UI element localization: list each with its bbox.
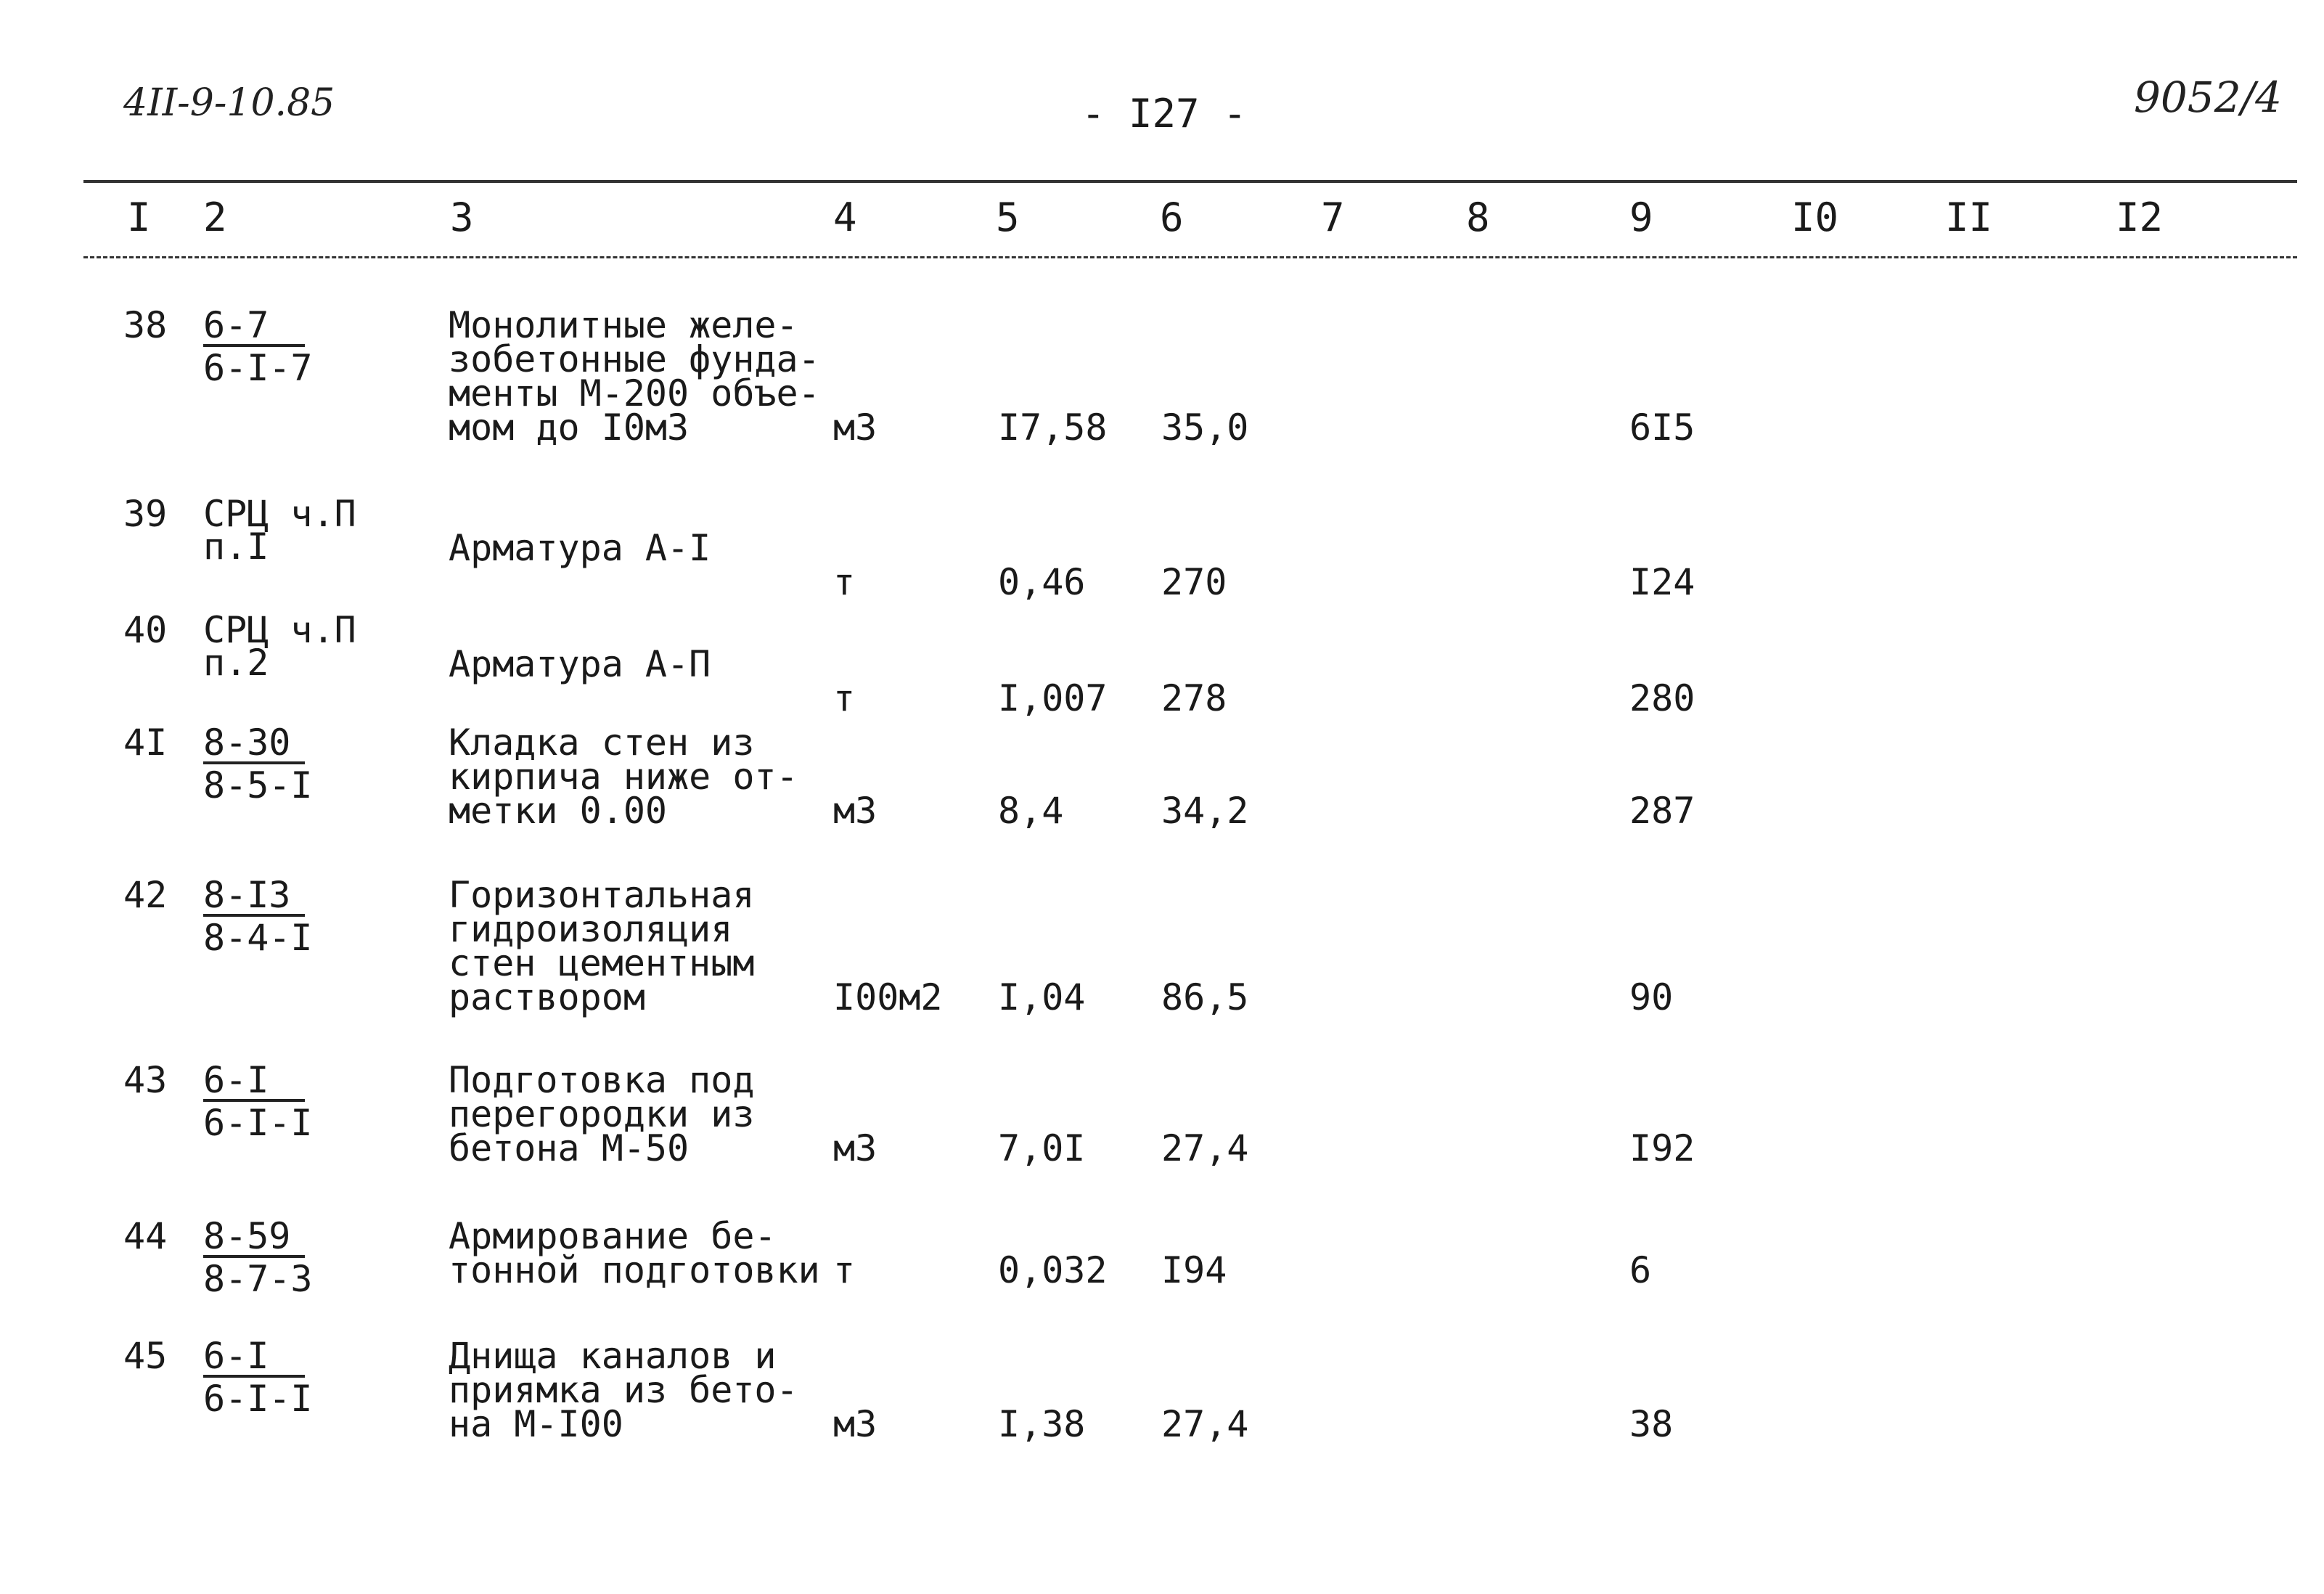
column-header: I (127, 195, 151, 240)
norm-code-top: 6-I (203, 1339, 305, 1378)
row-number: 40 (123, 609, 168, 651)
norm-code-top: 8-30 (203, 726, 305, 764)
norm-code-bottom: 8-5-I (203, 764, 313, 806)
norm-code-top: СРЦ ч.П (203, 493, 356, 535)
work-description: Кладка стен из кирпича ниже от- метки 0.00 (449, 722, 798, 832)
unit-price: I94 (1161, 1249, 1227, 1291)
unit: т (833, 561, 856, 603)
norm-code-bottom: 8-4-I (203, 917, 313, 959)
work-description: Монолитные желе- зобетонные фунда- менты М-200 объе- мом до I0м3 (449, 304, 820, 449)
document-code: 4II-9-10.85 (123, 81, 335, 125)
total-cost: I24 (1629, 561, 1695, 603)
unit: м3 (833, 790, 877, 832)
unit-price: 86,5 (1161, 976, 1249, 1018)
norm-code (203, 609, 356, 684)
work-description: Арматура А-П (449, 643, 711, 685)
norm-code-bottom: п.2 (203, 642, 269, 684)
unit: т (833, 677, 856, 719)
quantity: 0,46 (998, 561, 1086, 603)
unit-price: 35,0 (1161, 406, 1249, 449)
quantity: 7,0I (998, 1127, 1086, 1169)
norm-code-bottom: п.I (203, 526, 269, 568)
work-description: Арматура А-I (449, 527, 711, 569)
unit: т (833, 1249, 856, 1291)
work-description: Армирование бе- тонной подготовки (449, 1215, 820, 1291)
row-number: 45 (123, 1335, 168, 1377)
norm-code-bottom: 6-I-I (203, 1378, 313, 1420)
unit: м3 (833, 1127, 877, 1169)
sheet-code: 9052/4 (2134, 73, 2283, 122)
total-cost: 38 (1629, 1403, 1674, 1445)
quantity: I,04 (998, 976, 1086, 1018)
column-header: 3 (450, 195, 474, 240)
quantity: I7,58 (998, 406, 1108, 449)
work-description: Горизонтальная гидроизоляция стен цементным раствором (449, 874, 755, 1018)
norm-code-top: 6-I (203, 1063, 305, 1102)
row-number: 38 (123, 304, 168, 346)
header-rule-top (83, 180, 2297, 183)
column-header: 2 (203, 195, 227, 240)
quantity: 0,032 (998, 1249, 1108, 1291)
norm-code (203, 874, 313, 959)
column-header: II (1945, 195, 1993, 240)
quantity: I,38 (998, 1403, 1086, 1445)
norm-code (203, 493, 356, 568)
total-cost: 90 (1629, 976, 1674, 1018)
total-cost: 6I5 (1629, 406, 1695, 449)
norm-code-bottom: 6-I-7 (203, 347, 313, 389)
total-cost: 287 (1629, 790, 1695, 832)
column-header: 9 (1629, 195, 1653, 240)
unit-price: 27,4 (1161, 1127, 1249, 1169)
quantity: 8,4 (998, 790, 1064, 832)
norm-code-top: 8-59 (203, 1219, 305, 1258)
norm-code (203, 1059, 313, 1144)
total-cost: 280 (1629, 677, 1695, 719)
norm-code (203, 1215, 313, 1300)
norm-code-bottom: 6-I-I (203, 1102, 313, 1144)
column-header: 4 (833, 195, 857, 240)
unit-price: 278 (1161, 677, 1227, 719)
norm-code (203, 722, 313, 806)
unit-price: 270 (1161, 561, 1227, 603)
unit: I00м2 (833, 976, 943, 1018)
total-cost: I92 (1629, 1127, 1695, 1169)
row-number: 4I (123, 722, 168, 764)
unit: м3 (833, 1403, 877, 1445)
norm-code (203, 1335, 313, 1420)
column-header: I0 (1791, 195, 1839, 240)
row-number: 42 (123, 874, 168, 916)
column-header: 7 (1321, 195, 1345, 240)
column-header: 5 (996, 195, 1020, 240)
unit-price: 34,2 (1161, 790, 1249, 832)
work-description: Подготовка под перегородки из бетона М-50 (449, 1059, 755, 1169)
column-header: I2 (2116, 195, 2164, 240)
norm-code-bottom: 8-7-3 (203, 1258, 313, 1300)
header-rule-bottom (83, 256, 2297, 258)
column-header: 8 (1466, 195, 1490, 240)
row-number: 43 (123, 1059, 168, 1101)
row-number: 44 (123, 1215, 168, 1257)
norm-code-top: 8-I3 (203, 878, 305, 917)
norm-code-top: СРЦ ч.П (203, 609, 356, 651)
column-header: 6 (1160, 195, 1184, 240)
quantity: I,007 (998, 677, 1108, 719)
page-number: - I27 - (1081, 91, 1247, 136)
work-description: Днища каналов и приямка из бето- на М-I00 (449, 1335, 798, 1445)
norm-code (203, 304, 313, 389)
row-number: 39 (123, 493, 168, 535)
unit-price: 27,4 (1161, 1403, 1249, 1445)
total-cost: 6 (1629, 1249, 1652, 1291)
unit: м3 (833, 406, 877, 449)
norm-code-top: 6-7 (203, 308, 305, 347)
